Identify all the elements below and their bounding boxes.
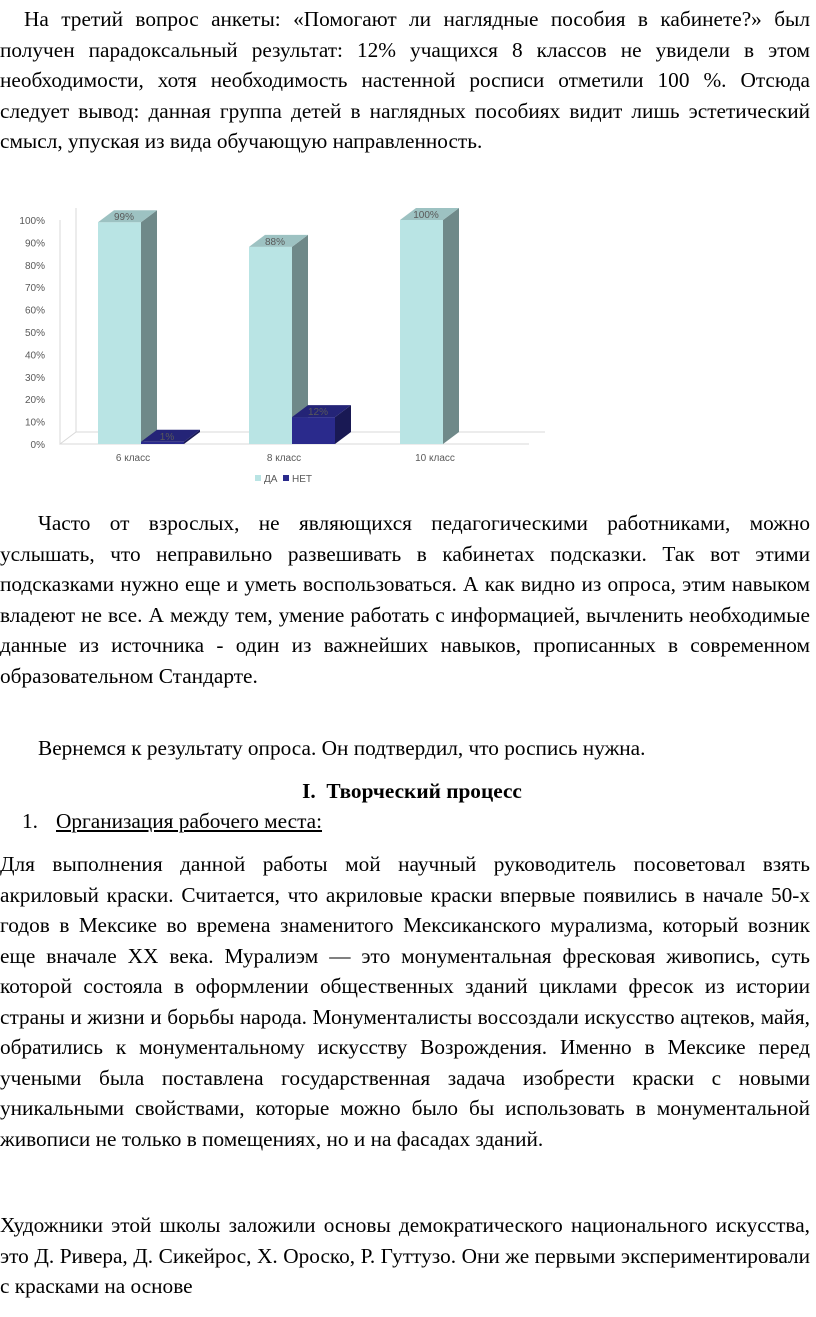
y-tick-label: 80%	[24, 260, 45, 272]
y-tick-label: 50%	[24, 328, 45, 339]
section-number: I.	[302, 779, 316, 803]
y-tick-label: 90%	[24, 238, 45, 250]
data-label: 99%	[113, 212, 135, 224]
bar-НЕТ-front	[292, 417, 335, 444]
legend-label: НЕТ	[292, 474, 312, 485]
x-category-label: 6 класс	[115, 453, 151, 464]
section-heading	[0, 776, 816, 806]
paragraph-acrylic-paints: Для выполнения данной работы мой научный руководитель посоветовал взять акриловый краски. Считается, что акриловые краски впервые появились в начале 50-х годов в Мексике во времена знаменитого Мексиканского мурализма, который возник еще вначале XX века. Муралиэм — это монументальная фресковая живопись, суть которой состояла в оформлении общественных зданий циклами фресок из истории страны и жизни и борьбы народа. Монументалисты воссоздали искусство ацтеков, майя, обратились к монументальному искусству Возрождения. Именно в Мексике перед учеными была поставлена государственная задача изобрести краски с новыми уникальными свойствами, которые можно было бы использовать в монументальной живописи не только в помещениях, но и на фасадах зданий.	[0, 852, 810, 1151]
data-label: 100%	[413, 210, 439, 221]
y-tick-label: 0%	[30, 440, 45, 451]
y-tick-label: 10%	[24, 417, 45, 429]
data-label: 12%	[307, 407, 329, 419]
paragraph-adults-opinion: Часто от взрослых, не являющихся педагогическими работниками, можно услышать, что неправильно развешивать в кабинетах подсказки. Так вот этими подсказками нужно еще и уметь воспользоваться. А как видно из опроса, этим навыком владеют не все. А между тем, умение работать с информацией, вычленить необходимые данные из источника - один из важнейших навыков, прописанных в современном образовательном Стандарте.	[0, 511, 810, 688]
legend-swatch	[255, 475, 261, 481]
section-title: Творческий процесс	[326, 779, 522, 803]
paragraph-survey-result: Вернемся к результату опроса. Он подтвердил, что роспись нужна.	[38, 736, 646, 760]
bar-ДА-side	[443, 208, 459, 444]
x-category-label: 10 класс	[415, 453, 455, 464]
y-tick-label: 60%	[24, 305, 45, 317]
bar-ДА-side	[141, 210, 157, 444]
bar-ДА-front	[249, 247, 292, 444]
y-tick-label: 40%	[24, 350, 45, 362]
legend-swatch	[283, 475, 289, 481]
y-tick-label: 70%	[24, 283, 45, 295]
y-tick-label: 20%	[24, 395, 45, 407]
data-label: 88%	[264, 236, 286, 248]
y-tick-label: 100%	[19, 216, 45, 227]
list-number: 1.	[22, 809, 38, 833]
y-tick-label: 30%	[24, 372, 45, 384]
x-category-label: 8 класс	[266, 453, 302, 464]
list-item-workplace	[22, 806, 322, 836]
data-label: 1%	[159, 431, 175, 443]
paragraph-artists: Художники этой школы заложили основы демократического национального искусства, это Д. Ривера, Д. Сикейрос, Х. Ороско, Р. Гуттузо. Они же первыми экспериментировали с красками на основе	[0, 1213, 810, 1298]
bar-ДА-front	[98, 222, 141, 444]
bar-ДА-front	[400, 220, 443, 444]
survey-bar-chart	[0, 182, 560, 492]
list-text: Организация рабочего места:	[56, 809, 323, 833]
legend-label: ДА	[264, 474, 278, 485]
paragraph-survey-question: На третий вопрос анкеты: «Помогают ли наглядные пособия в кабинете?» был получен парадоксальный результат: 12% учащихся 8 классов не увидели в этом необходимости, хотя необходимость настенной росписи отметили 100 %. Отсюда следует вывод: данная группа детей в наглядных пособиях видит лишь эстетический смысл, упуская из вида обучающую направленность.	[0, 7, 810, 153]
